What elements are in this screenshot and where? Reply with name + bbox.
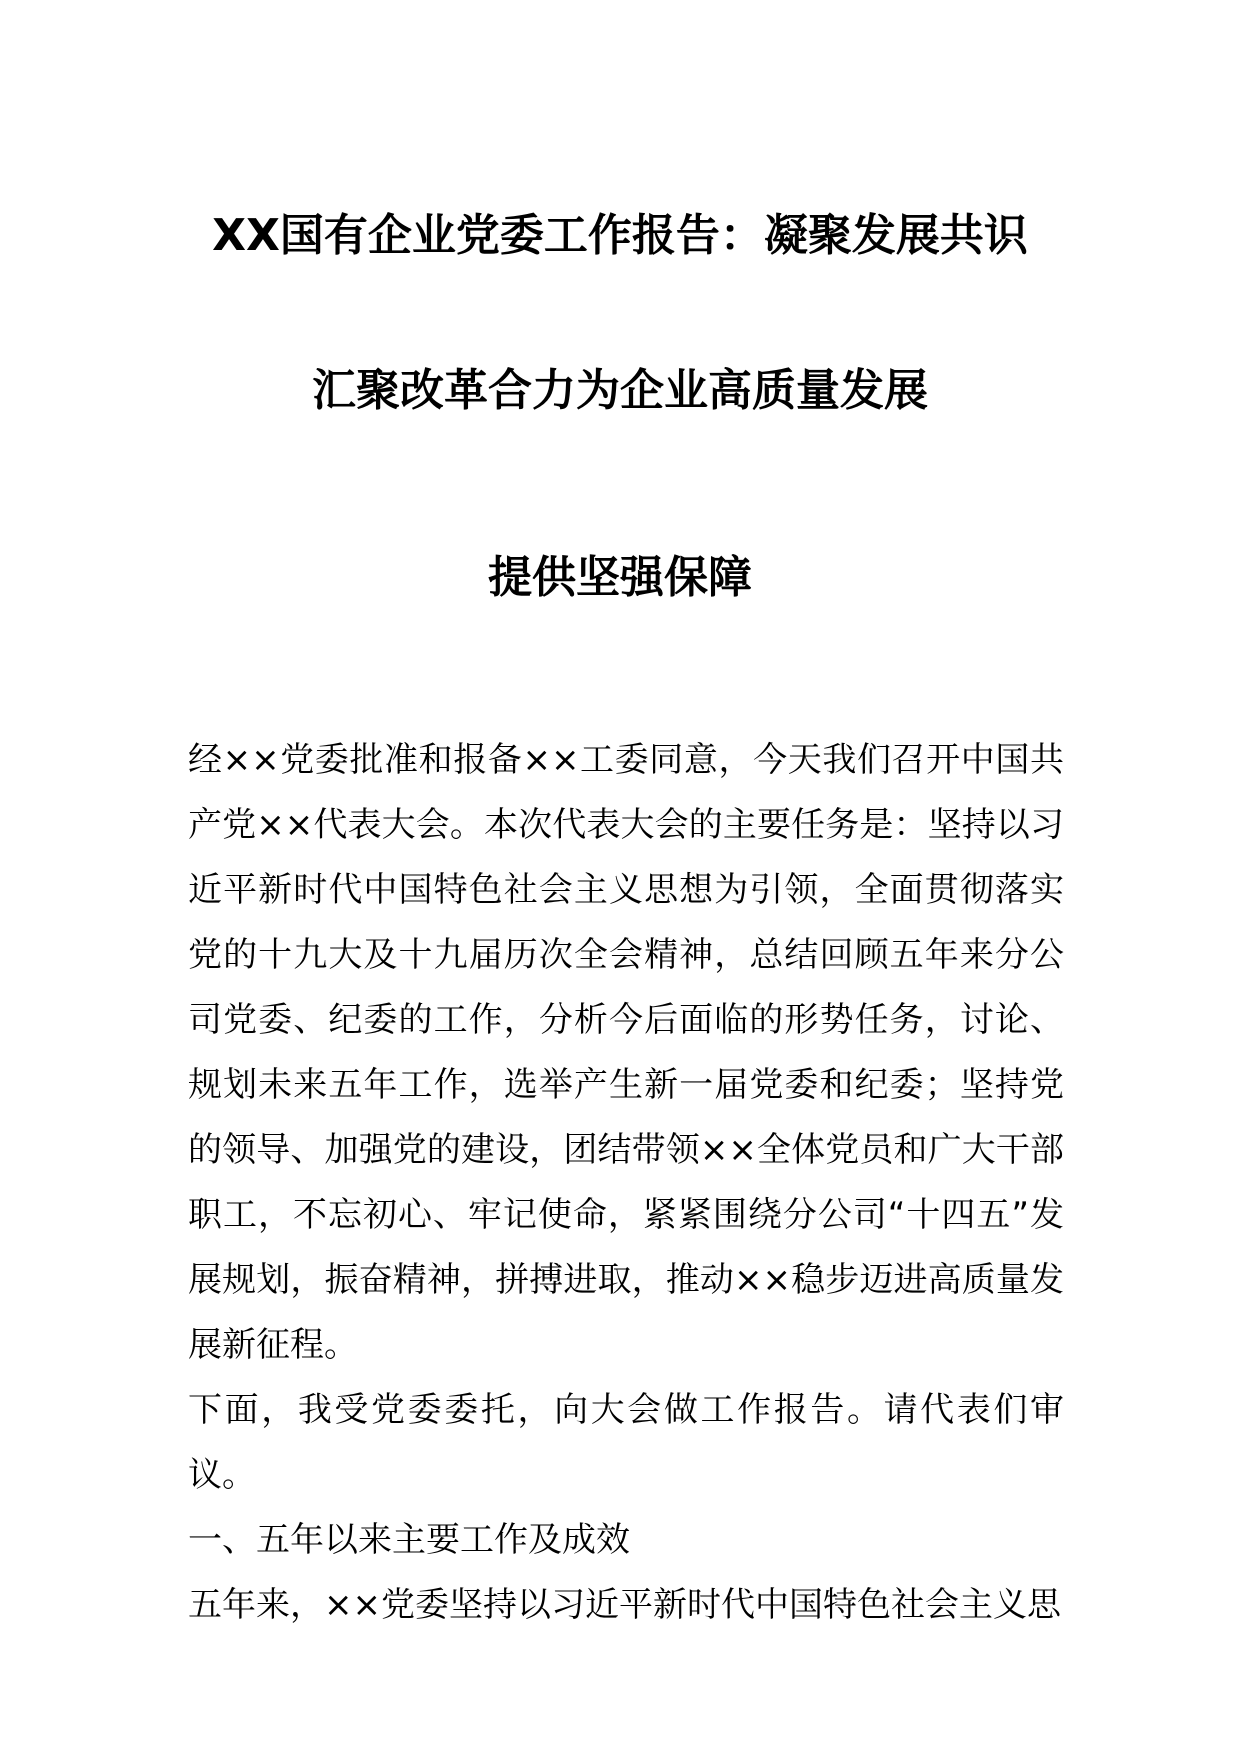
paragraph-section-1-start: 五年来，××党委坚持以习近平新时代中国特色社会主义思 [188, 1585, 1061, 1625]
title-line-3: 提供坚强保障 [488, 552, 752, 603]
document-body [188, 728, 1064, 1638]
paragraph-request-review: 下面，我受党委委托，向大会做工作报告。请代表们审议。 [188, 1390, 1064, 1495]
paragraph-intro: 经××党委批准和报备××工委同意，今天我们召开中国共产党××代表大会。本次代表大会的主要任务是：坚持以习近平新时代中国特色社会主义思想为引领，全面贯彻落实党的十九大及十九届历次全会精神，总结回顾五年来分公司党委、纪委的工作，分析今后面临的形势任务，讨论、规划未来五年工作，选举产生新一届党委和纪委；坚持党的领导、加强党的建设，团结带领××全体党员和广大干部职工，不忘初心、牢记使命，紧紧围绕分公司“十四五”发展规划，振奋精神，拼搏进取，推动××稳步迈进高质量发展新征程。 [188, 740, 1064, 1365]
title-line-2: 汇聚改革合力为企业高质量发展 [312, 365, 928, 416]
title-line-1: XX国有企业党委工作报告：凝聚发展共识 [212, 210, 1028, 261]
section-heading-1: 一、五年以来主要工作及成效 [188, 1520, 630, 1560]
